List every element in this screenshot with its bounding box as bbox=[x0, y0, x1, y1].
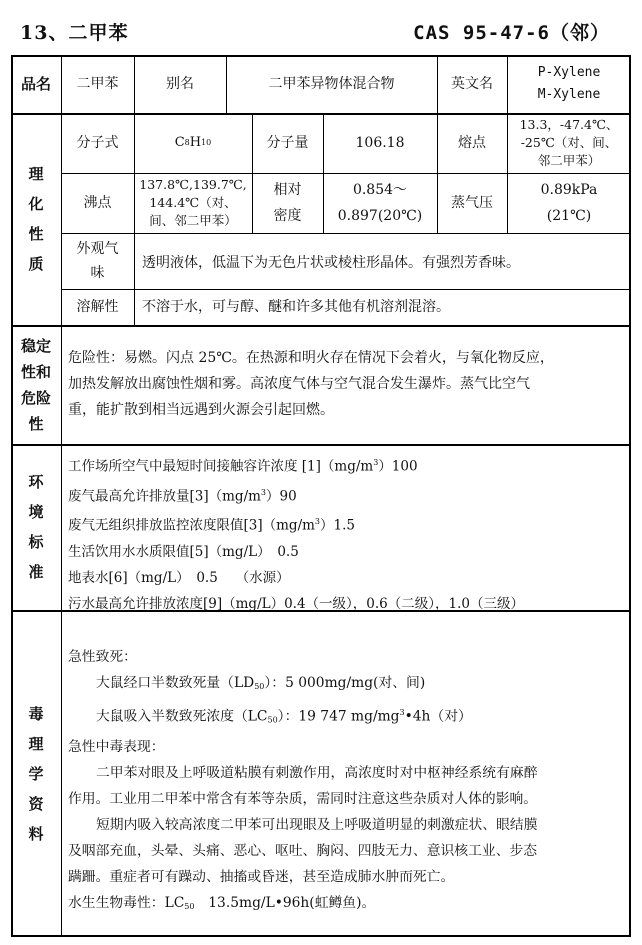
bp-label: 沸点 bbox=[83, 195, 112, 211]
section-divider bbox=[11, 325, 631, 327]
mp-label: 熔点 bbox=[458, 135, 486, 151]
density-label: 相对 密度 bbox=[273, 182, 302, 224]
row-divider bbox=[61, 289, 631, 290]
list-item: 地表水[6]（mg/L） 0.5 （水源） bbox=[68, 569, 290, 586]
poisoning-paragraph-2-end: 蹒跚。重症者可有躁动、抽搐或昏迷，甚至造成肺水肿而死亡。 bbox=[68, 868, 455, 885]
melting-point: 13.3，-47.4℃、 -25℃（对、间、 邻二甲苯） bbox=[519, 117, 619, 168]
english-name-2: M-Xylene bbox=[537, 87, 601, 102]
alias-value: 二甲苯异物体混合物 bbox=[268, 76, 395, 92]
poisoning-paragraph-2-cont: 及咽部充血，头晕、头痛、恶心、呕吐、胸闷、四肢无力、意识核工业、步态 bbox=[68, 842, 538, 859]
mw-label: 分子量 bbox=[266, 135, 309, 151]
section-divider bbox=[11, 444, 631, 446]
name-row-label: 品名 bbox=[20, 75, 51, 93]
appearance-label: 外观气 味 bbox=[76, 241, 119, 281]
page-title: 13、二甲苯 bbox=[20, 22, 129, 44]
toxicology-section-label: 毒 理 学 资 料 bbox=[28, 704, 44, 843]
env-section-label: 环 境 标 准 bbox=[28, 473, 44, 581]
poisoning-title: 急性中毒表现： bbox=[68, 738, 165, 755]
list-item: 污水最高允许排放浓度[9]（mg/L）0.4（一级），0.6（二级），1.0（三级） bbox=[68, 595, 524, 612]
stability-section-label: 稳定 性和 危险 性 bbox=[20, 336, 51, 433]
acute-lethal-title: 急性致死： bbox=[68, 649, 137, 665]
physchem-section-label: 理 化 性 质 bbox=[28, 165, 44, 273]
molecular-weight: 106.18 bbox=[355, 135, 405, 151]
row-divider bbox=[61, 233, 631, 234]
ld50-line: 大鼠经口半数致死量$(LD_{50})$：5 000mg/mg(对、间) bbox=[96, 675, 426, 691]
vp-label: 蒸气压 bbox=[451, 195, 493, 211]
list-item: 生活饮用水水质限值[5]（mg/L） 0.5 bbox=[68, 543, 299, 560]
toxicology-text bbox=[68, 644, 628, 920]
relative-density: 0.854～ 0.897(20℃) bbox=[337, 182, 423, 224]
env-standards-list bbox=[68, 450, 628, 617]
poisoning-paragraph-1: 二甲苯对眼及上呼吸道粘膜有刺激作用，高浓度时对中枢神经系统有麻醉 bbox=[96, 764, 538, 781]
lc50-line: 大鼠吸入半数致死浓度$(LC_{50})$：19 747 $mg/mg^3•4h$（对） bbox=[96, 708, 472, 725]
cas-number: CAS 95-47-6（邻） bbox=[413, 22, 610, 44]
aquatic-toxicity: 水生生物毒性：$LC_{50}$ 13.5mg/L•96h(虹鳟鱼)。 bbox=[68, 894, 376, 911]
solubility-value: 不溶于水，可与醇、醚和许多其他有机溶剂混溶。 bbox=[142, 299, 450, 315]
appearance-value: 透明液体，低温下为无色片状或棱柱形晶体。有强烈芳香味。 bbox=[142, 255, 520, 271]
formula-label: 分子式 bbox=[76, 135, 119, 151]
list-item: 工作场所空气中最短时间接触容许浓度 $[1](mg/m^3)100$ bbox=[68, 458, 418, 475]
molecular-formula: C 8 H 10 bbox=[174, 135, 212, 150]
list-item: 废气最高允许排放量$[3](mg/m^3)90$ bbox=[68, 487, 297, 504]
poisoning-paragraph-1-cont: 作用。工业用二甲苯中常含有苯等杂质，需同时注意这些杂质对人体的影响。 bbox=[68, 790, 538, 807]
english-name-value bbox=[507, 55, 631, 113]
product-name: 二甲苯 bbox=[76, 76, 119, 92]
english-name-1: P-Xylene bbox=[537, 65, 601, 80]
boiling-point: 137.8℃,139.7℃, 144.4℃（对、 间、邻二甲苯） bbox=[139, 177, 247, 228]
english-name-label: 英文名 bbox=[451, 76, 493, 92]
stability-text: 危险性：易燃。闪点 25℃。在热源和明火存在情况下会着火，与氧化物反应， 加热发解放出腐蚀性烟和雾。高浓度气体与空气混合发生瀑炸。蒸气比空气 重，能扩散到相当远遇到火源会引起回燃。 bbox=[68, 350, 554, 418]
alias-label: 别名 bbox=[166, 76, 194, 92]
vapor-pressure: 0.89kPa (21℃) bbox=[540, 182, 598, 224]
solubility-label: 溶解性 bbox=[76, 299, 119, 315]
poisoning-paragraph-2: 短期内吸入较高浓度二甲苯可出现眼及上呼吸道明显的刺激症状、眼结膜 bbox=[96, 816, 538, 833]
list-item: 废气无组织排放监控浓度限值$[3](mg/m^3)1.5$ bbox=[68, 517, 355, 534]
